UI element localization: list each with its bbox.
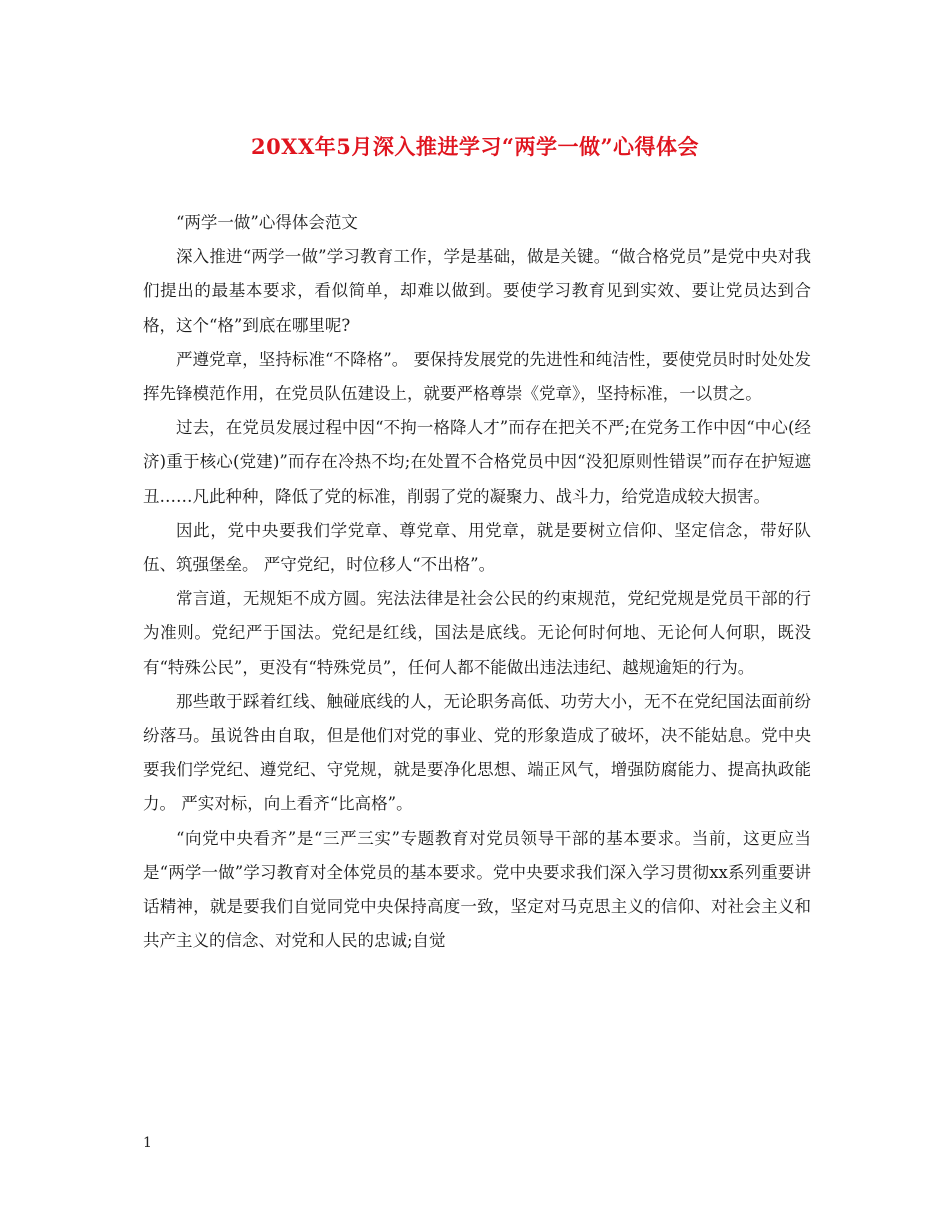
page-number: 1: [143, 1135, 152, 1151]
document-title: 20XX年5月深入推进学习“两学一做”心得体会: [250, 134, 700, 159]
document-body: [143, 206, 811, 958]
paragraph: 深入推进“两学一做”学习教育工作，学是基础，做是关键。“做合格党员”是党中央对我们提出的最基本要求，看似简单，却难以做到。要使学习教育见到实效、要让党员达到合格，这个“格”到底在哪里呢?: [143, 247, 811, 335]
paragraph: “向党中央看齐”是“三严三实”专题教育对党员领导干部的基本要求。当前，这更应当是“两学一做”学习教育对全体党员的基本要求。党中央要求我们深入学习贯彻xx系列重要讲话精神，就是要我们自觉同党中央保持高度一致，坚定对马克思主义的信仰、对社会主义和共产主义的信念、对党和人民的忠诚;自觉: [143, 828, 811, 951]
paragraph: 常言道，无规矩不成方圆。宪法法律是社会公民的约束规范，党纪党规是党员干部的行为准则。党纪严于国法。党纪是红线，国法是底线。无论何时何地、无论何人何职，既没有“特殊公民”，更没有“特殊党员”，任何人都不能做出违法违纪、越规逾矩的行为。: [143, 589, 811, 677]
paragraph: 那些敢于踩着红线、触碰底线的人，无论职务高低、功劳大小，无不在党纪国法面前纷纷落马。虽说咎由自取，但是他们对党的事业、党的形象造成了破坏，决不能姑息。党中央要我们学党纪、遵党纪、守党规，就是要净化思想、端正风气，增强防腐能力、提高执政能力。 严实对标，向上看齐“比高格”。: [143, 691, 811, 814]
paragraph: 严遵党章，坚持标准“不降格”。 要保持发展党的先进性和纯洁性，要使党员时时处处发挥先锋模范作用，在党员队伍建设上，就要严格尊崇《党章》，坚持标准，一以贯之。: [143, 349, 811, 404]
paragraph: 因此，党中央要我们学党章、尊党章、用党章，就是要树立信仰、坚定信念，带好队伍、筑强堡垒。 严守党纪，时位移人“不出格”。: [143, 520, 811, 575]
paragraph: 过去，在党员发展过程中因“不拘一格降人才”而存在把关不严;在党务工作中因“中心(经济)重于核心(党建)”而存在冷热不均;在处置不合格党员中因“没犯原则性错误”而存在护短遮丑……凡此种种，降低了党的标准，削弱了党的凝聚力、战斗力，给党造成较大损害。: [143, 418, 811, 506]
paragraph-subtitle: “两学一做”心得体会范文: [176, 213, 358, 232]
